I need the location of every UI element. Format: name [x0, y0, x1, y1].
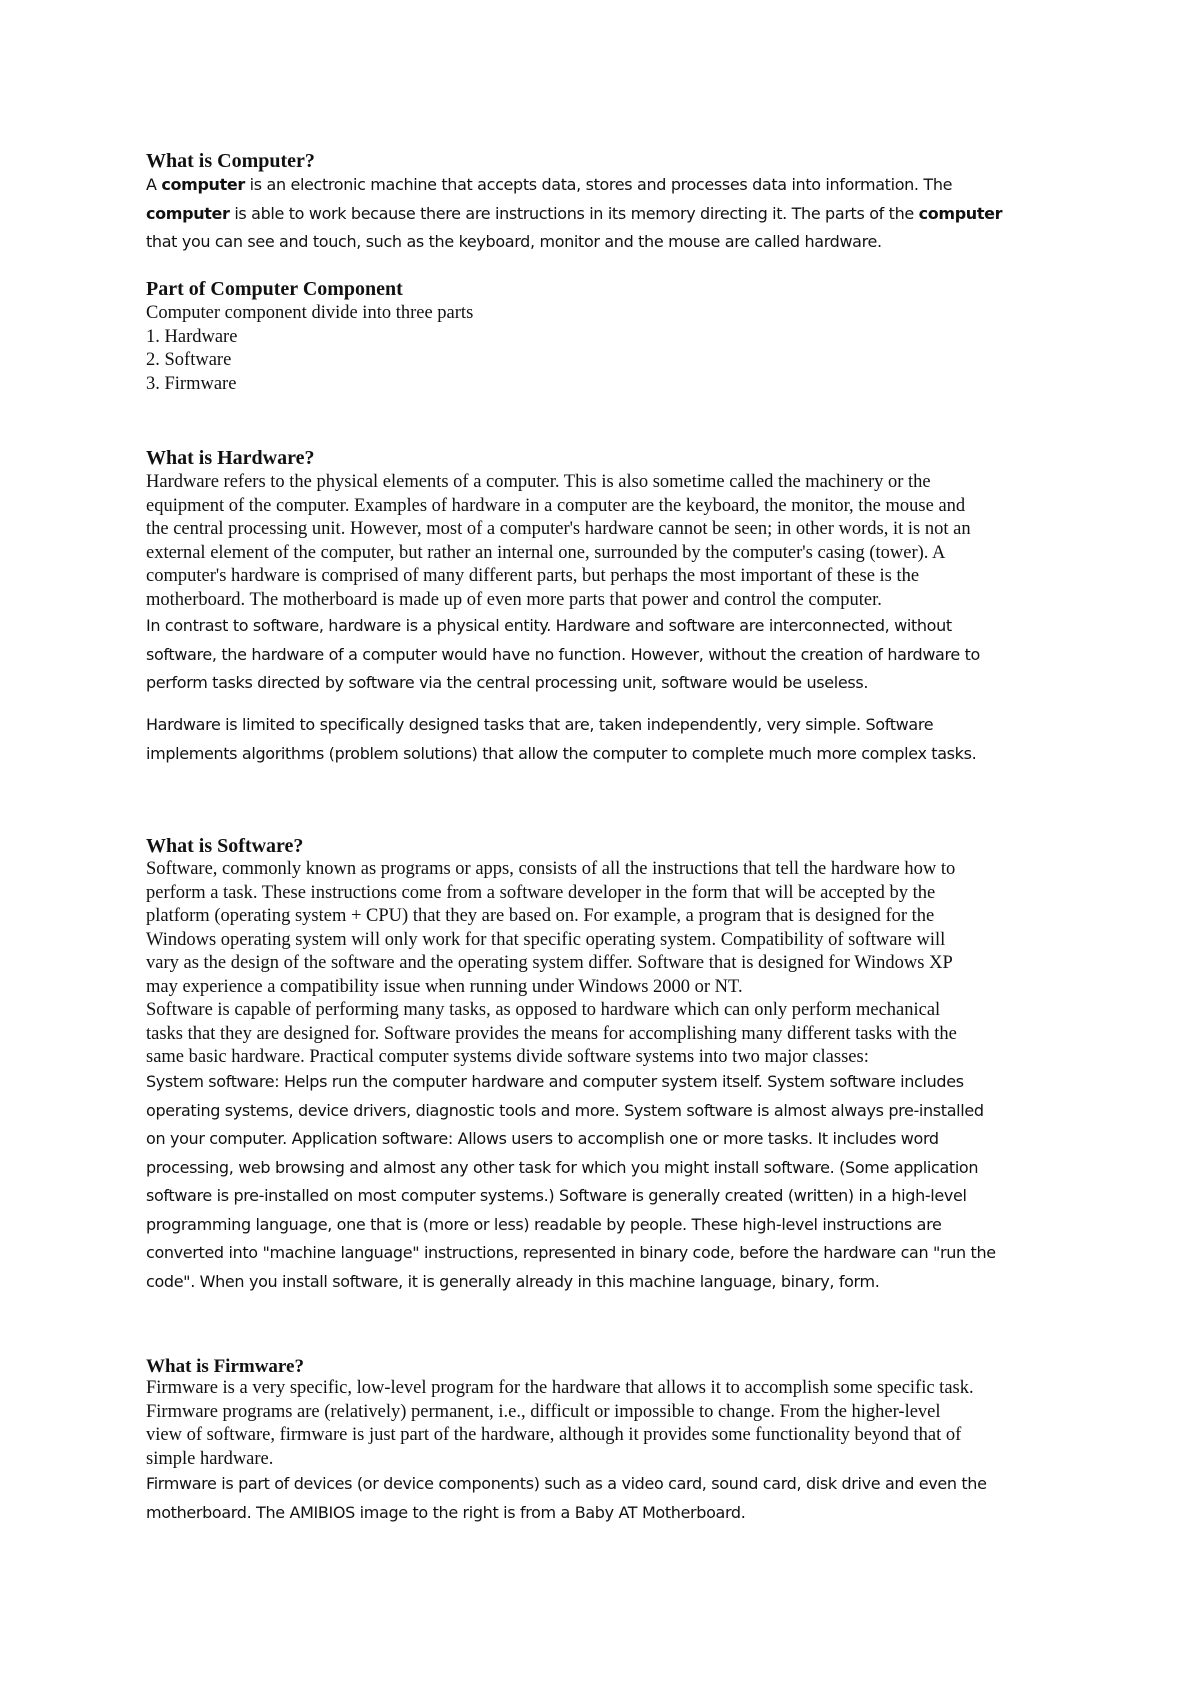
text-line: Hardware refers to the physical elements of a computer. This is also sometime called the machinery or the: [146, 472, 931, 492]
text-line: software is pre-installed on most computer systems.) Software is generally created (written) in a high-level: [146, 1186, 967, 1205]
text-line: Windows operating system will only work for that specific operating system. Compatibility of software will: [146, 929, 946, 950]
heading-part-of-computer-component: Part of Computer Component: [146, 278, 403, 300]
text-line: perform a task. These instructions come from a software developer in the form that will be accepted by the: [146, 882, 936, 903]
text-line: Software, commonly known as programs or apps, consists of all the instructions that tell the hardware how to: [146, 859, 956, 879]
hardware-paragraph-serif: [146, 471, 1076, 612]
text-line: processing, web browsing and almost any other task for which you might install software. (Some application: [146, 1157, 979, 1177]
text-line: motherboard. The motherboard is made up of even more parts that power and control the computer.: [146, 589, 882, 610]
list-item-hardware: 1. Hardware: [146, 326, 238, 347]
components-list: [146, 302, 1076, 396]
text-line: motherboard. The AMIBIOS image to the right is from a Baby AT Motherboard.: [146, 1502, 746, 1522]
text-line: perform tasks directed by software via the central processing unit, software would be useless.: [146, 673, 869, 692]
text-line: Hardware is limited to specifically designed tasks that are, taken independently, very simple. Software: [146, 715, 934, 734]
text-line: operating systems, device drivers, diagnostic tools and more. System software is almost always pre-installed: [146, 1100, 984, 1120]
text-line: computer's hardware is comprised of many different parts, but perhaps the most important of these is the: [146, 566, 920, 586]
text-line: simple hardware.: [146, 1448, 274, 1469]
software-paragraph-classes: [146, 1068, 1076, 1296]
text-line: equipment of the computer. Examples of hardware in a computer are the keyboard, the monitor, the mouse and: [146, 495, 966, 516]
text-line: A computer is an electronic machine that accepts data, stores and processes data into information. The: [146, 175, 953, 194]
text-line: System software: Helps run the computer hardware and computer system itself. System software includes: [146, 1072, 964, 1091]
computer-paragraph: [146, 171, 1076, 257]
text-line: platform (operating system + CPU) that they are based on. For example, a program that is designed for the: [146, 906, 935, 926]
text-line: vary as the design of the software and the operating system differ. Software that is designed for Windows XP: [146, 953, 953, 973]
firmware-paragraph-devices: [146, 1470, 1076, 1527]
text-line: external element of the computer, but rather an internal one, surrounded by the computer's casing (tower). A: [146, 542, 946, 563]
keyword-computer: computer: [918, 203, 1003, 223]
text-line: code". When you install software, it is generally already in this machine language, binary, form.: [146, 1271, 880, 1291]
text-line: Firmware is a very specific, low-level program for the hardware that allows it to accomplish some specific task.: [146, 1378, 974, 1398]
text-line: converted into "machine language" instructions, represented in binary code, before the hardware can "run the: [146, 1243, 996, 1262]
keyword-computer: computer: [146, 203, 230, 223]
text-line: In contrast to software, hardware is a physical entity. Hardware and software are interconnected, without: [146, 616, 952, 635]
text-line: programming language, one that is (more or less) readable by people. These high-level instructions are: [146, 1214, 942, 1234]
software-paragraph-serif: [146, 858, 1076, 1070]
firmware-paragraph-serif: [146, 1377, 1076, 1471]
text-line: the central processing unit. However, most of a computer's hardware cannot be seen; in other words, it is not an: [146, 519, 971, 539]
keyword-computer: computer: [161, 175, 245, 194]
text-line: Firmware is part of devices (or device components) such as a video card, sound card, disk drive and even the: [146, 1474, 987, 1493]
text-line: implements algorithms (problem solutions) that allow the computer to complete much more complex tasks.: [146, 743, 977, 763]
heading-what-is-software: What is Software?: [146, 835, 304, 857]
text-line: Firmware programs are (relatively) permanent, i.e., difficult or impossible to change. From the higher-level: [146, 1401, 941, 1422]
text-line: on your computer. Application software: Allows users to accomplish one or more tasks. It includes word: [146, 1129, 939, 1148]
text-line: view of software, firmware is just part of the hardware, although it provides some functionality beyond that of: [146, 1425, 962, 1445]
heading-what-is-firmware: What is Firmware?: [146, 1356, 304, 1377]
components-intro: Computer component divide into three parts: [146, 303, 474, 323]
text-line: tasks that they are designed for. Software provides the means for accomplishing many different tasks with the: [146, 1023, 957, 1044]
text-line: that you can see and touch, such as the keyboard, monitor and the mouse are called hardware.: [146, 232, 882, 251]
text-line: same basic hardware. Practical computer systems divide software systems into two major classes:: [146, 1047, 869, 1067]
text-line: software, the hardware of a computer would have no function. However, without the creation of hardware to: [146, 644, 980, 664]
list-item-firmware: 3. Firmware: [146, 373, 237, 394]
heading-what-is-hardware: What is Hardware?: [146, 447, 315, 469]
text-line: Software is capable of performing many tasks, as opposed to hardware which can only perform mechanical: [146, 1000, 941, 1020]
heading-what-is-computer: What is Computer?: [146, 150, 315, 172]
text-line: computer is able to work because there are instructions in its memory directing it. The parts of the computer: [146, 203, 1003, 223]
hardware-paragraph-limited: [146, 711, 1076, 768]
text-line: may experience a compatibility issue when running under Windows 2000 or NT.: [146, 976, 743, 997]
hardware-paragraph-contrast: [146, 612, 1076, 698]
list-item-software: 2. Software: [146, 350, 232, 370]
